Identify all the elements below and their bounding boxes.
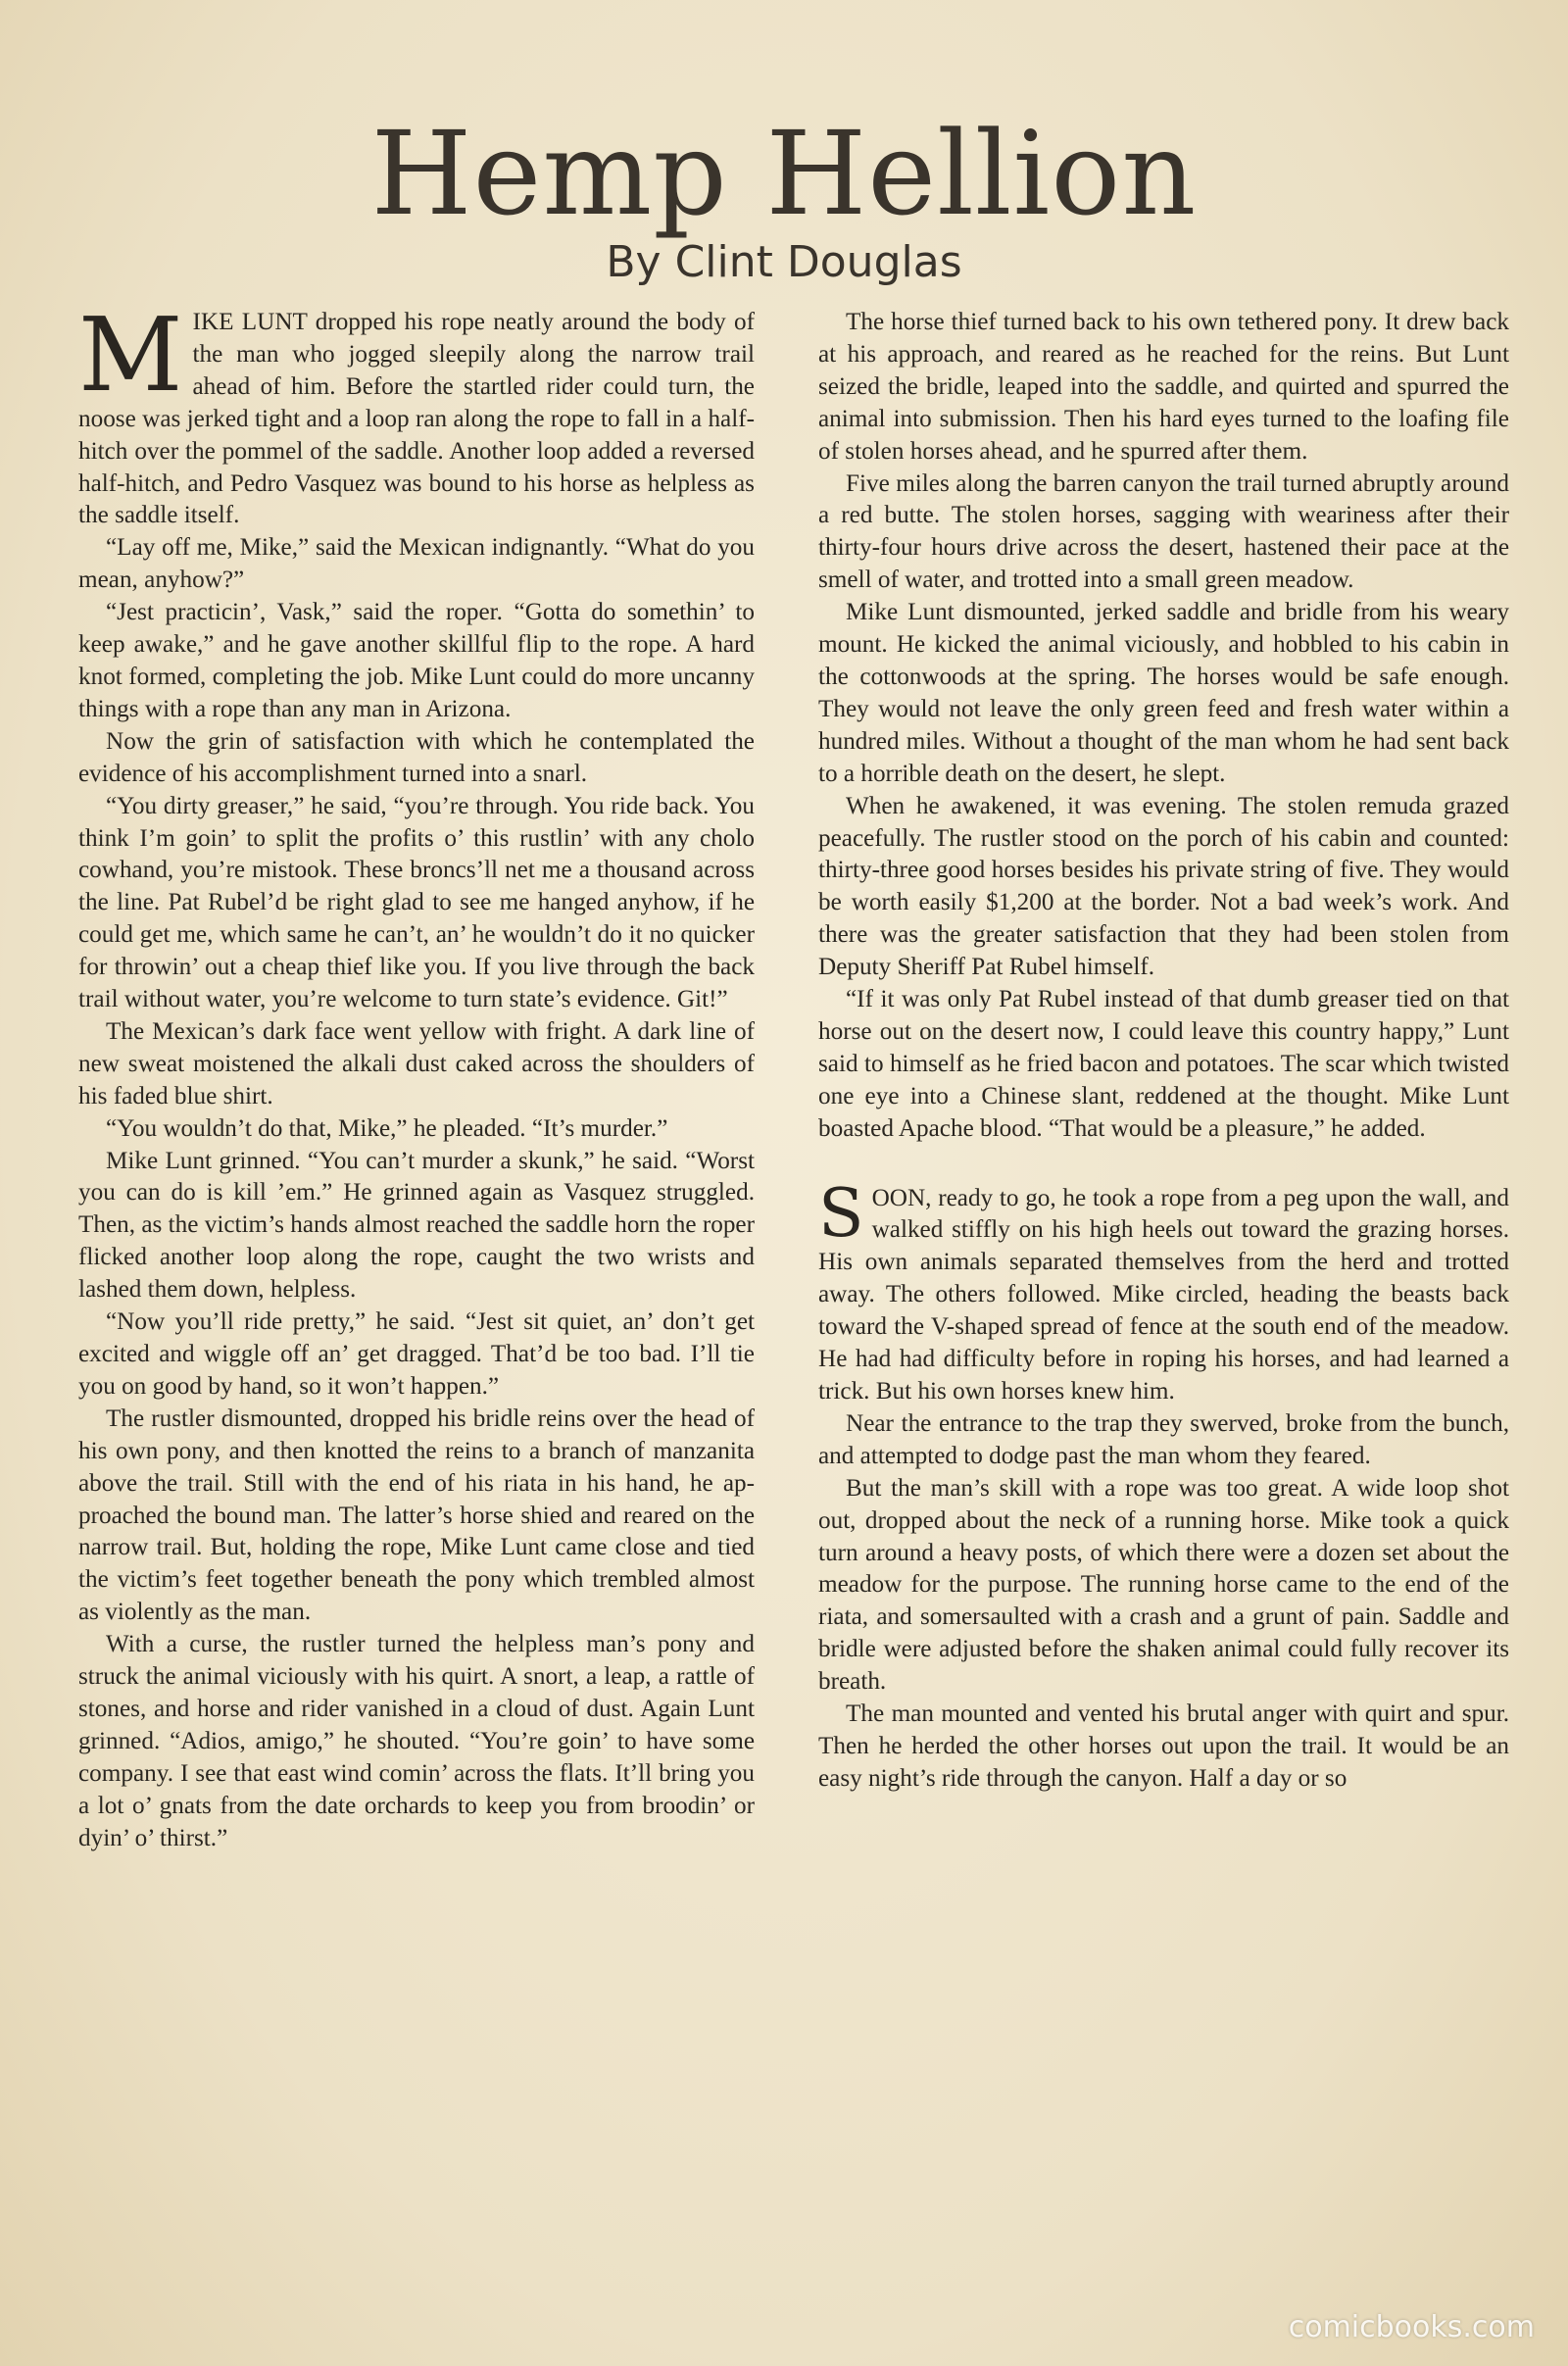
- right-column: [818, 307, 1509, 1796]
- paragraph: When he awakened, it was evening. The stolen remuda grazed peacefully. The rustler stood on the porch of his cabin and counted: thirty-three good horses besides his private string of five. They would be worth easily $1,200 at the border. Not a bad week’s work. And there was the greater satisfaction that they had been stolen from Deputy Sheriff Pat Rubel himself.: [818, 792, 1509, 981]
- paragraph: Near the entrance to the trap they swerved, broke from the bunch, and attempted to dodge past the man whom they feared.: [818, 1409, 1509, 1469]
- paragraph: “You wouldn’t do that, Mike,” he pleaded. “It’s murder.”: [106, 1114, 668, 1142]
- paragraph: The Mexican’s dark face went yellow with fright. A dark line of new sweat moistened the alkali dust caked across the shoulders of his faded blue shirt.: [78, 1017, 755, 1109]
- section-break: [818, 1146, 1509, 1183]
- opening-paragraph: [78, 295, 755, 532]
- paragraph: Mike Lunt grinned. “You can’t murder a skunk,” he said. “Worst you can do is kill ’em.” He grinned again as Vasquez struggled. Then, as the victim’s hands almost reached the saddle horn the roper flicked another loop along the rope, caught the two wrists and lashed them down, helpless.: [78, 1147, 755, 1304]
- paragraph: But the man’s skill with a rope was too great. A wide loop shot out, dropped about the neck of a running horse. Mike took a quick turn around a heavy posts, of which there were a dozen set about the meadow for the purpose. The running horse came to the end of the riata, and somersaulted with a crash and a grunt of pain. Saddle and bridle were adjusted before the shaken animal could fully recover its breath.: [818, 1474, 1509, 1696]
- paragraph: The horse thief turned back to his own tethered pony. It drew back at his approach, and reared as he reached for the reins. But Lunt seized the bridle, leaped into the saddle, and quirted and spurred the animal into submission. Then his hard eyes turned to the loafing file of stolen horses ahead, and he spurred after them.: [818, 309, 1509, 465]
- opening-paragraph-text: IKE LUNT dropped his rope neatly around the body of the man who jogged sleepily along the narrow trail ahead of him. Before the startled rider could turn, the noose was jerked tight and a loop ran along the rope to fall in a half-hitch over the pommel of the saddle. Another loop added a reversed half-hitch, and Pedro Vasquez was bound to his horse as helpless as the saddle itself.: [78, 309, 755, 529]
- paragraph: “You dirty greaser,” he said, “you’re through. You ride back. You think I’m goin’ to split the profits o’ this rustlin’ with any cholo cowhand, you’re mistook. These broncs’ll net me a thousand across the line. Pat Rubel’d be right glad to see me hanged anyhow, if he could get me, which same he can’t, an’ he wouldn’t do it no quicker for throwin’ out a cheap thief like you. If you live through the back trail without water, you’re welcome to turn state’s evidence. Git!”: [78, 792, 755, 1013]
- paragraph: Five miles along the barren canyon the trail turned abruptly around a red butte. The stolen horses, sagging with weariness after their thirty-four hours drive across the desert, hastened their pace at the smell of water, and trotted into a small green meadow.: [818, 469, 1509, 594]
- paragraph: “Jest practicin’, Vask,” said the roper. “Gotta do somethin’ to keep awake,” and he gave another skillful flip to the rope. A hard knot formed, completing the job. Mike Lunt could do more uncanny things with a rope than any man in Arizona.: [78, 599, 755, 722]
- paragraph: The man mounted and vented his brutal anger with quirt and spur. Then he herded the other horses out upon the trail. It would be an easy night’s ride through the canyon. Half a day or so: [818, 1701, 1509, 1792]
- paragraph: “Now you’ll ride pretty,” he said. “Jest sit quiet, an’ don’t get excited and wiggle off an’ get dragged. That’d be too bad. I’ll tie you on good by hand, so it won’t happen.”: [78, 1308, 755, 1400]
- paragraph: “Lay off me, Mike,” said the Mexican indignantly. “What do you mean, anyhow?”: [78, 534, 755, 594]
- watermark: comicbooks.com: [1288, 2310, 1535, 2344]
- paragraph: With a curse, the rustler turned the helpless man’s pony and struck the animal viciously with his quirt. A snort, a leap, a rattle of stones, and horse and rider vanished in a cloud of dust. Again Lunt grinned. “Adios, amigo,” he shouted. “You’re goin’ to have some company. I see that east wind comin’ across the flats. It’ll bring you a lot o’ gnats from the date orchards to keep you from broodin’ or dyin’ o’ thirst.”: [78, 1631, 755, 1851]
- paragraph: Mike Lunt dismounted, jerked saddle and bridle from his weary mount. He kicked the animal viciously, and hobbled to his cabin in the cottonwoods at the spring. The horses would be safe enough. They would not leave the only green feed and fresh water within a hundred miles. Without a thought of the man whom he had sent back to a horrible death on the desert, he slept.: [818, 599, 1509, 787]
- section-opening-text: OON, ready to go, he took a rope from a peg upon the wall, and walked stiffly on his high heels out toward the grazing horses. His own animals separated themselves from the herd and trotted away. The others followed. Mike circled, heading the beasts back toward the V-shaped spread of fence at the south end of the meadow. He had had difficulty before in roping his horses, and had learned a trick. But his own horses knew him.: [818, 1184, 1509, 1405]
- byline: By Clint Douglas: [606, 237, 962, 287]
- paragraph: The rustler dismounted, dropped his bridle reins over the head of his own pony, and then knotted the reins to a branch of manzanita above the trail. Still with the end of his riata in his hand, he approached the bound man. The latter’s horse shied and reared on the narrow trail. But, holding the rope, Mike Lunt came close and tied the victim’s feet together beneath the pony which trembled almost as violently as the man.: [78, 1405, 755, 1626]
- paragraph: “If it was only Pat Rubel instead of that dumb greaser tied on that horse out on the desert now, I could leave this country happy,” Lunt said to himself as he fried bacon and potatoes. The scar which twisted one eye into a Chinese slant, reddened at the thought. Mike Lunt boasted Apache blood. “That would be a pleasure,” he added.: [818, 986, 1509, 1142]
- drop-cap-s: S: [818, 1174, 864, 1253]
- section-opening-paragraph: [818, 1174, 1509, 1408]
- story-title: Hemp Hellion: [370, 106, 1198, 241]
- left-column: [78, 295, 755, 1855]
- drop-cap-m: M: [78, 295, 183, 415]
- paragraph: Now the grin of satisfaction with which he contemplated the evidence of his accomplishment turned into a snarl.: [78, 727, 755, 787]
